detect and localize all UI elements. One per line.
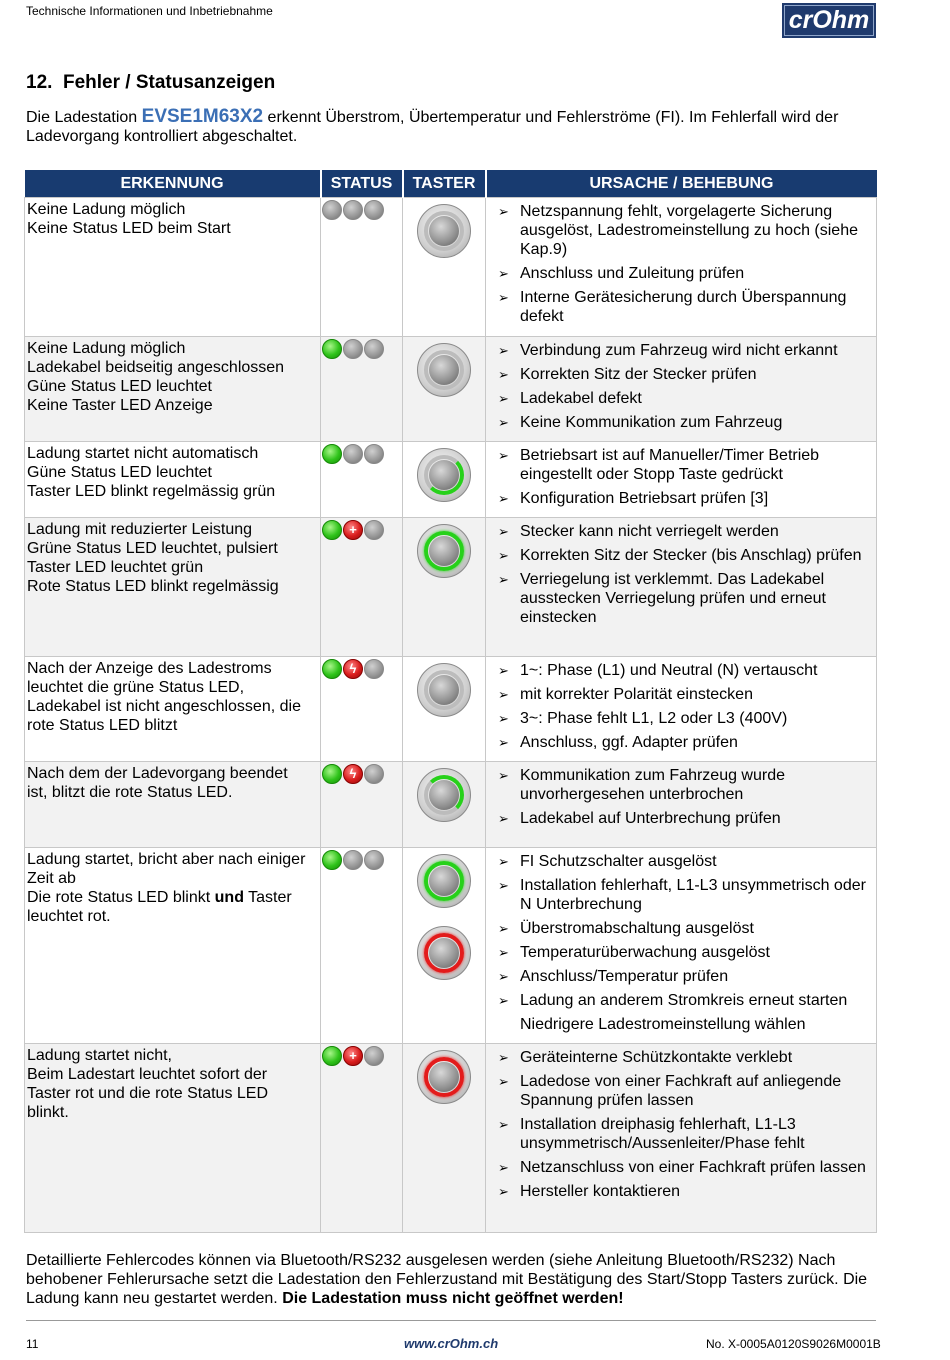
erkennung-cell — [25, 1044, 321, 1233]
cause-text: FI Schutzschalter ausgelöst — [520, 853, 717, 870]
erkennung-line: Zeit ab — [27, 870, 76, 887]
cause-item — [498, 389, 870, 408]
header-ursache: URSACHE / BEHEBUNG — [486, 170, 877, 198]
cause-item — [498, 1015, 870, 1034]
arrow-bullet-icon: ➢ — [498, 266, 509, 281]
arrow-bullet-icon: ➢ — [498, 711, 509, 726]
cause-text: Anschluss und Zuleitung prüfen — [520, 265, 745, 282]
cause-item — [498, 876, 870, 914]
taster-cell — [403, 762, 486, 848]
erkennung-line: Güne Status LED leuchtet — [27, 464, 212, 481]
taster-cell — [403, 337, 486, 442]
status-led-green-icon — [322, 520, 342, 540]
cause-text: Geräteinterne Schützkontakte verklebt — [520, 1049, 793, 1066]
status-led-off-icon — [364, 764, 384, 784]
cause-item — [498, 341, 870, 360]
taster-cell — [403, 518, 486, 657]
cause-text: Stecker kann nicht verriegelt werden — [520, 523, 779, 540]
cause-text: Keine Kommunikation zum Fahrzeug — [520, 414, 783, 431]
arrow-bullet-icon: ➢ — [498, 1117, 509, 1132]
erkennung-tail-bold: und — [214, 889, 244, 906]
cause-text: Ladedose von einer Fachkraft auf anliegende Spannung prüfen lassen — [520, 1073, 842, 1109]
logo-text: crOhm — [788, 6, 870, 34]
table-body — [25, 198, 877, 1233]
cause-text: 3~: Phase fehlt L1, L2 oder L3 (400V) — [520, 710, 788, 727]
erkennung-cell — [25, 762, 321, 848]
cause-text: Verbindung zum Fahrzeug wird nicht erkannt — [520, 342, 838, 359]
status-led-group — [321, 337, 402, 361]
erkennung-cell — [25, 657, 321, 762]
header-text: Technische Informationen und Inbetriebnahme — [26, 4, 273, 18]
taster-red-icon — [417, 1050, 471, 1104]
status-led-off-icon — [364, 1046, 384, 1066]
arrow-bullet-icon: ➢ — [498, 687, 509, 702]
intro-before: Die Ladestation — [26, 109, 142, 126]
cause-text: Niedrigere Ladestromeinstellung wählen — [520, 1016, 806, 1033]
status-led-off-icon — [364, 659, 384, 679]
status-cell — [321, 442, 403, 518]
table-row — [25, 848, 877, 1044]
erkennung-line: Taster LED leuchtet grün — [27, 559, 204, 576]
taster-red-icon — [417, 926, 471, 980]
arrow-bullet-icon: ➢ — [498, 735, 509, 750]
arrow-bullet-icon: ➢ — [498, 1160, 509, 1175]
table-row — [25, 762, 877, 848]
erkennung-line: Rote Status LED blinkt regelmässig — [27, 578, 279, 595]
status-led-group — [321, 848, 402, 872]
erkennung-text — [25, 762, 320, 802]
bottom-bold-text: Die Ladestation muss nicht geöffnet werden! — [282, 1290, 624, 1307]
arrow-bullet-icon: ➢ — [498, 548, 509, 563]
status-cell — [321, 337, 403, 442]
erkennung-line: Keine Status LED beim Start — [27, 220, 231, 237]
arrow-bullet-icon: ➢ — [498, 768, 509, 783]
footer-divider — [26, 1320, 876, 1321]
taster-grey-icon — [417, 204, 471, 258]
erkennung-cell — [25, 518, 321, 657]
status-led-red-plus-icon: + — [343, 520, 363, 540]
taster-cell — [403, 848, 486, 1044]
status-led-off-icon — [364, 339, 384, 359]
cause-item — [498, 570, 870, 627]
table-header-row — [25, 170, 877, 198]
taster-cell — [403, 1044, 486, 1233]
taster-quarter-icon — [417, 768, 471, 822]
cause-item — [498, 733, 870, 752]
ursache-cell — [486, 762, 877, 848]
section-title — [26, 72, 275, 94]
status-led-green-icon — [322, 850, 342, 870]
table-row — [25, 657, 877, 762]
cause-text: Netzanschluss von einer Fachkraft prüfen lassen — [520, 1159, 866, 1176]
erkennung-line: Keine Ladung möglich — [27, 201, 186, 218]
cause-text: Interne Gerätesicherung durch Überspannung defekt — [520, 289, 847, 325]
cause-item — [498, 967, 870, 986]
cause-item — [498, 685, 870, 704]
arrow-bullet-icon: ➢ — [498, 969, 509, 984]
erkennung-cell — [25, 198, 321, 337]
taster-cell — [403, 657, 486, 762]
intro-paragraph — [26, 107, 876, 146]
table-row — [25, 442, 877, 518]
erkennung-line: Keine Ladung möglich — [27, 340, 186, 357]
ursache-cell — [486, 442, 877, 518]
erkennung-text — [25, 518, 320, 596]
cause-text: Konfiguration Betriebsart prüfen [3] — [520, 490, 769, 507]
arrow-bullet-icon: ➢ — [498, 391, 509, 406]
cause-item — [498, 766, 870, 804]
cause-item — [498, 1072, 870, 1110]
cause-item — [498, 489, 870, 508]
status-cell — [321, 657, 403, 762]
cause-item — [498, 546, 870, 565]
arrow-bullet-icon: ➢ — [498, 811, 509, 826]
status-led-group — [321, 198, 402, 222]
erkennung-tail-before: Die rote Status LED blinkt — [27, 889, 215, 906]
status-cell — [321, 848, 403, 1044]
status-led-off-icon — [343, 444, 363, 464]
model-name: EVSE1M63X2 — [141, 106, 264, 127]
cause-text: Ladung an anderem Stromkreis erneut starten — [520, 992, 848, 1009]
erkennung-line: Beim Ladestart leuchtet sofort der — [27, 1066, 268, 1083]
erkennung-line: Nach dem der Ladevorgang beendet — [27, 765, 288, 782]
status-cell — [321, 1044, 403, 1233]
status-cell — [321, 762, 403, 848]
cause-text: Überstromabschaltung ausgelöst — [520, 920, 754, 937]
cause-text: Anschluss, ggf. Adapter prüfen — [520, 734, 738, 751]
cause-text: Verriegelung ist verklemmt. Das Ladekabel ausstecken Verriegelung prüfen und erneut einstecken — [520, 571, 826, 626]
cause-item — [498, 852, 870, 871]
cause-item — [498, 202, 870, 259]
status-led-green-icon — [322, 764, 342, 784]
arrow-bullet-icon: ➢ — [498, 204, 509, 219]
cause-item — [498, 1048, 870, 1067]
arrow-bullet-icon: ➢ — [498, 1074, 509, 1089]
table-row — [25, 518, 877, 657]
cause-text: mit korrekter Polarität einstecken — [520, 686, 753, 703]
status-led-off-icon — [364, 850, 384, 870]
arrow-bullet-icon: ➢ — [498, 945, 509, 960]
taster-half-icon — [417, 448, 471, 502]
erkennung-line: Ladung startet nicht automatisch — [27, 445, 259, 462]
section-number: 12. — [26, 72, 53, 93]
arrow-bullet-icon: ➢ — [498, 1184, 509, 1199]
cause-item — [498, 522, 870, 541]
status-led-group — [321, 518, 402, 542]
ursache-cell — [486, 518, 877, 657]
cause-text: Anschluss/Temperatur prüfen — [520, 968, 729, 985]
erkennung-line: Ladung startet nicht, — [27, 1047, 172, 1064]
cause-text: Installation dreiphasig fehlerhaft, L1-L3 unsymmetrisch/Aussenleiter/Phase fehlt — [520, 1116, 805, 1152]
bottom-paragraph — [26, 1251, 886, 1308]
table-row — [25, 337, 877, 442]
cause-text: Kommunikation zum Fahrzeug wurde unvorhergesehen unterbrochen — [520, 767, 786, 803]
status-led-off-icon — [343, 339, 363, 359]
arrow-bullet-icon: ➢ — [498, 921, 509, 936]
arrow-bullet-icon: ➢ — [498, 524, 509, 539]
status-led-off-icon — [343, 850, 363, 870]
cause-text: 1~: Phase (L1) und Neutral (N) vertauscht — [520, 662, 818, 679]
status-led-green-icon — [322, 444, 342, 464]
cause-item — [498, 709, 870, 728]
erkennung-line: Güne Status LED leuchtet — [27, 378, 212, 395]
cause-text: Temperaturüberwachung ausgelöst — [520, 944, 770, 961]
cause-text: Korrekten Sitz der Stecker (bis Anschlag) prüfen — [520, 547, 862, 564]
cause-item — [498, 1182, 870, 1201]
erkennung-line: Keine Taster LED Anzeige — [27, 397, 213, 414]
cause-text: Hersteller kontaktieren — [520, 1183, 681, 1200]
status-led-group — [321, 1044, 402, 1068]
erkennung-line: Ladekabel ist nicht angeschlossen, die — [27, 698, 301, 715]
arrow-bullet-icon: ➢ — [498, 343, 509, 358]
status-cell — [321, 518, 403, 657]
status-led-red-bolt-icon: ϟ — [343, 659, 363, 679]
footer-url[interactable]: www.crOhm.ch — [404, 1336, 499, 1351]
cause-item — [498, 264, 870, 283]
taster-grey-icon — [417, 663, 471, 717]
document-number: No. X-0005A0120S9026M0001B — [706, 1337, 881, 1351]
arrow-bullet-icon: ➢ — [498, 415, 509, 430]
status-cell — [321, 198, 403, 337]
erkennung-cell — [25, 848, 321, 1044]
taster-cell — [403, 442, 486, 518]
arrow-bullet-icon: ➢ — [498, 1050, 509, 1065]
taster-cell — [403, 198, 486, 337]
taster-grey-icon — [417, 343, 471, 397]
arrow-bullet-icon: ➢ — [498, 367, 509, 382]
erkennung-line: Ladekabel beidseitig angeschlossen — [27, 359, 285, 376]
ursache-cell — [486, 198, 877, 337]
cause-item — [498, 809, 870, 828]
taster-green-icon — [417, 524, 471, 578]
status-led-group — [321, 762, 402, 786]
cause-text: Installation fehlerhaft, L1-L3 unsymmetrisch oder N Unterbrechung — [520, 877, 866, 913]
erkennung-line — [27, 888, 318, 926]
taster-green-icon — [417, 854, 471, 908]
ursache-cell — [486, 657, 877, 762]
intro-after: erkennt Überstrom, Übertemperatur und Fehlerströme (FI). Im Fehlerfall wird der Ladevorgang kontrolliert abgeschaltet. — [26, 109, 839, 145]
erkennung-text — [25, 848, 320, 926]
ursache-cell — [486, 337, 877, 442]
arrow-bullet-icon: ➢ — [498, 993, 509, 1008]
cause-item — [498, 413, 870, 432]
status-led-red-bolt-icon: ϟ — [343, 764, 363, 784]
erkennung-text — [25, 198, 320, 238]
erkennung-line: Taster rot und die rote Status LED — [27, 1085, 269, 1102]
status-led-off-icon — [322, 200, 342, 220]
arrow-bullet-icon: ➢ — [498, 878, 509, 893]
erkennung-cell — [25, 442, 321, 518]
cause-item — [498, 1115, 870, 1153]
bottom-text: Detaillierte Fehlercodes können via Bluetooth/RS232 ausgelesen werden (siehe Anleitung Bluetooth/RS232) Nach behobener Fehlerursache setzt die Ladestation den Fehlerzustand mit Bestätigung des Start/Stopp Tasters zurück. Die Ladung kann neu gestartet werden. — [26, 1252, 868, 1307]
status-led-red-plus-icon: + — [343, 1046, 363, 1066]
status-led-off-icon — [364, 200, 384, 220]
ursache-cell — [486, 848, 877, 1044]
erkennung-text — [25, 657, 320, 735]
erkennung-line: Ladung mit reduzierter Leistung — [27, 521, 253, 538]
page-number: 11 — [26, 1337, 39, 1351]
status-led-group — [321, 657, 402, 681]
cause-item — [498, 943, 870, 962]
erkennung-line: Nach der Anzeige des Ladestroms — [27, 660, 272, 677]
cause-item — [498, 1158, 870, 1177]
cause-text: Korrekten Sitz der Stecker prüfen — [520, 366, 757, 383]
arrow-bullet-icon: ➢ — [498, 854, 509, 869]
erkennung-tail-after: Taster leuchtet rot. — [27, 889, 292, 925]
arrow-bullet-icon: ➢ — [498, 663, 509, 678]
erkennung-line: Grüne Status LED leuchtet, pulsiert — [27, 540, 278, 557]
section-title-text: Fehler / Statusanzeigen — [62, 72, 276, 93]
arrow-bullet-icon: ➢ — [498, 448, 509, 463]
arrow-bullet-icon: ➢ — [498, 572, 509, 587]
status-led-off-icon — [364, 520, 384, 540]
status-led-green-icon — [322, 339, 342, 359]
cause-text: Netzspannung fehlt, vorgelagerte Sicherung ausgelöst, Ladestromeinstellung zu hoch (siehe Kap.9) — [520, 203, 858, 258]
cause-item — [498, 991, 870, 1010]
status-led-off-icon — [364, 444, 384, 464]
erkennung-text — [25, 1044, 320, 1122]
header-erkennung: ERKENNUNG — [25, 170, 321, 198]
erkennung-line: blinkt. — [27, 1104, 69, 1121]
cause-item — [498, 446, 870, 484]
header-taster: TASTER — [403, 170, 486, 198]
cause-item — [498, 365, 870, 384]
erkennung-line: ist, blitzt die rote Status LED. — [27, 784, 233, 801]
arrow-bullet-icon: ➢ — [498, 290, 509, 305]
cause-item — [498, 288, 870, 326]
arrow-bullet-icon: ➢ — [498, 491, 509, 506]
erkennung-text — [25, 337, 320, 415]
cause-text: Betriebsart ist auf Manueller/Timer Betrieb eingestellt oder Stopp Taste gedrückt — [520, 447, 820, 483]
cause-item — [498, 661, 870, 680]
erkennung-line: rote Status LED blitzt — [27, 717, 178, 734]
table-row — [25, 1044, 877, 1233]
erkennung-text — [25, 442, 320, 501]
status-led-off-icon — [343, 200, 363, 220]
erkennung-cell — [25, 337, 321, 442]
erkennung-line: leuchtet die grüne Status LED, — [27, 679, 245, 696]
cause-text: Ladekabel auf Unterbrechung prüfen — [520, 810, 781, 827]
status-led-green-icon — [322, 1046, 342, 1066]
cause-item — [498, 919, 870, 938]
status-led-green-icon — [322, 659, 342, 679]
status-led-group — [321, 442, 402, 466]
erkennung-line: Ladung startet, bricht aber nach einiger — [27, 851, 306, 868]
crohm-logo — [782, 3, 876, 38]
error-status-table — [24, 170, 877, 1233]
table-row — [25, 198, 877, 337]
cause-text: Ladekabel defekt — [520, 390, 642, 407]
erkennung-line: Taster LED blinkt regelmässig grün — [27, 483, 276, 500]
ursache-cell — [486, 1044, 877, 1233]
header-status: STATUS — [321, 170, 403, 198]
